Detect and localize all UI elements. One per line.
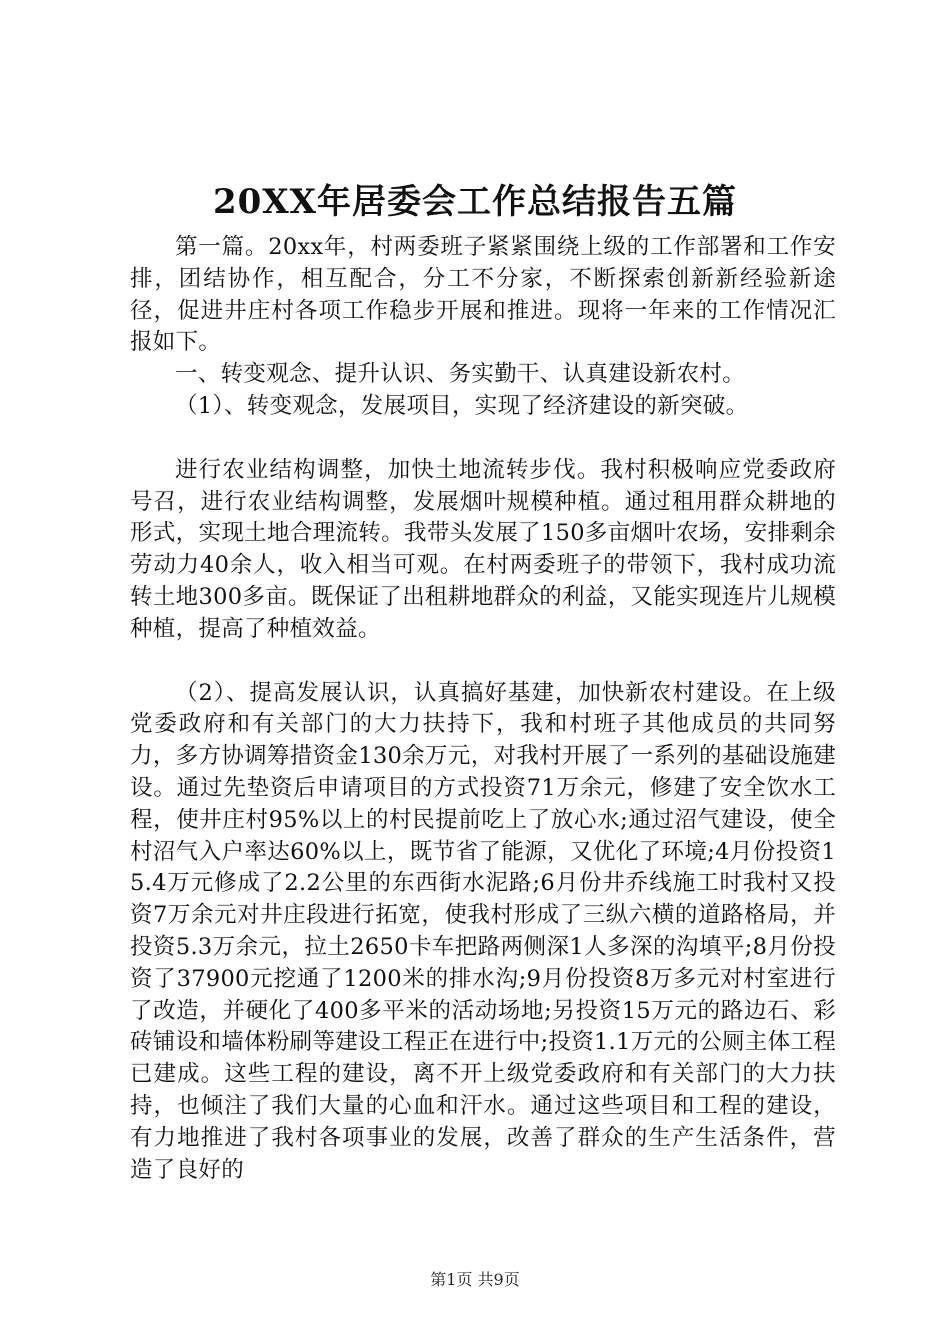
document-title: 20XX年居委会工作总结报告五篇 (212, 182, 738, 222)
document-body (130, 232, 836, 1186)
paragraph-infrastructure: （2）、提高发展认识，认真搞好基建，加快新农村建设。在上级党委政府和有关部门的大力扶持下，我和村班子其他成员的共同努力，多方协调筹措资金130余万元，对我村开展了一系列的基础设施建设。通过先垫资后申请项目的方式投资71万余元，修建了安全饮水工程，使井庄村95%以上的村民提前吃上了放心水;通过沼气建设，使全村沼气入户率达60%以上，既节省了能源，又优化了环境;4月份投资15.4万元修成了2.2公里的东西街水泥路;6月份井乔线施工时我村又投资7万余元对井庄段进行拓宽，使我村形成了三纵六横的道路格局，并投资5.3万余元，拉土2650卡车把路两侧深1人多深的沟填平;8月份投资了37900元挖通了1200米的排水沟;9月份投资8万多元对村室进行了改造，并硬化了400多平米的活动场地;另投资15万元的路边石、彩砖铺设和墙体粉刷等建设工程正在进行中;投资1.1万元的公厕主体工程已建成。这些工程的建设，离不开上级党委政府和有关部门的大力扶持，也倾注了我们大量的心血和汗水。通过这些项目和工程的建设，有力地推进了我村各项事业的发展，改善了群众的生产生活条件，营造了良好的 (130, 679, 836, 1183)
paragraph-intro: 第一篇。20xx年，村两委班子紧紧围绕上级的工作部署和工作安排，团结协作，相互配合，分工不分家，不断探索创新新经验新途径，促进井庄村各项工作稳步开展和推进。现将一年来的工作情况汇报如下。 (130, 234, 836, 356)
paragraph-subheading-1: （1）、转变观念，发展项目，实现了经济建设的新突破。 (175, 392, 749, 419)
paragraph-heading-1: 一、转变观念、提升认识、务实勤干、认真建设新农村。 (175, 361, 746, 388)
paragraph-agriculture: 进行农业结构调整，加快土地流转步伐。我村积极响应党委政府号召，进行农业结构调整，发展烟叶规模种植。通过租用群众耕地的形式，实现土地合理流转。我带头发展了150多亩烟叶农场，安排剩余劳动力40余人，收入相当可观。在村两委班子的带领下，我村成功流转土地300多亩。既保证了出租耕地群众的利益，又能实现连片儿规模种植，提高了种植效益。 (130, 456, 836, 642)
page-number: 第1页 共9页 (430, 1270, 520, 1289)
